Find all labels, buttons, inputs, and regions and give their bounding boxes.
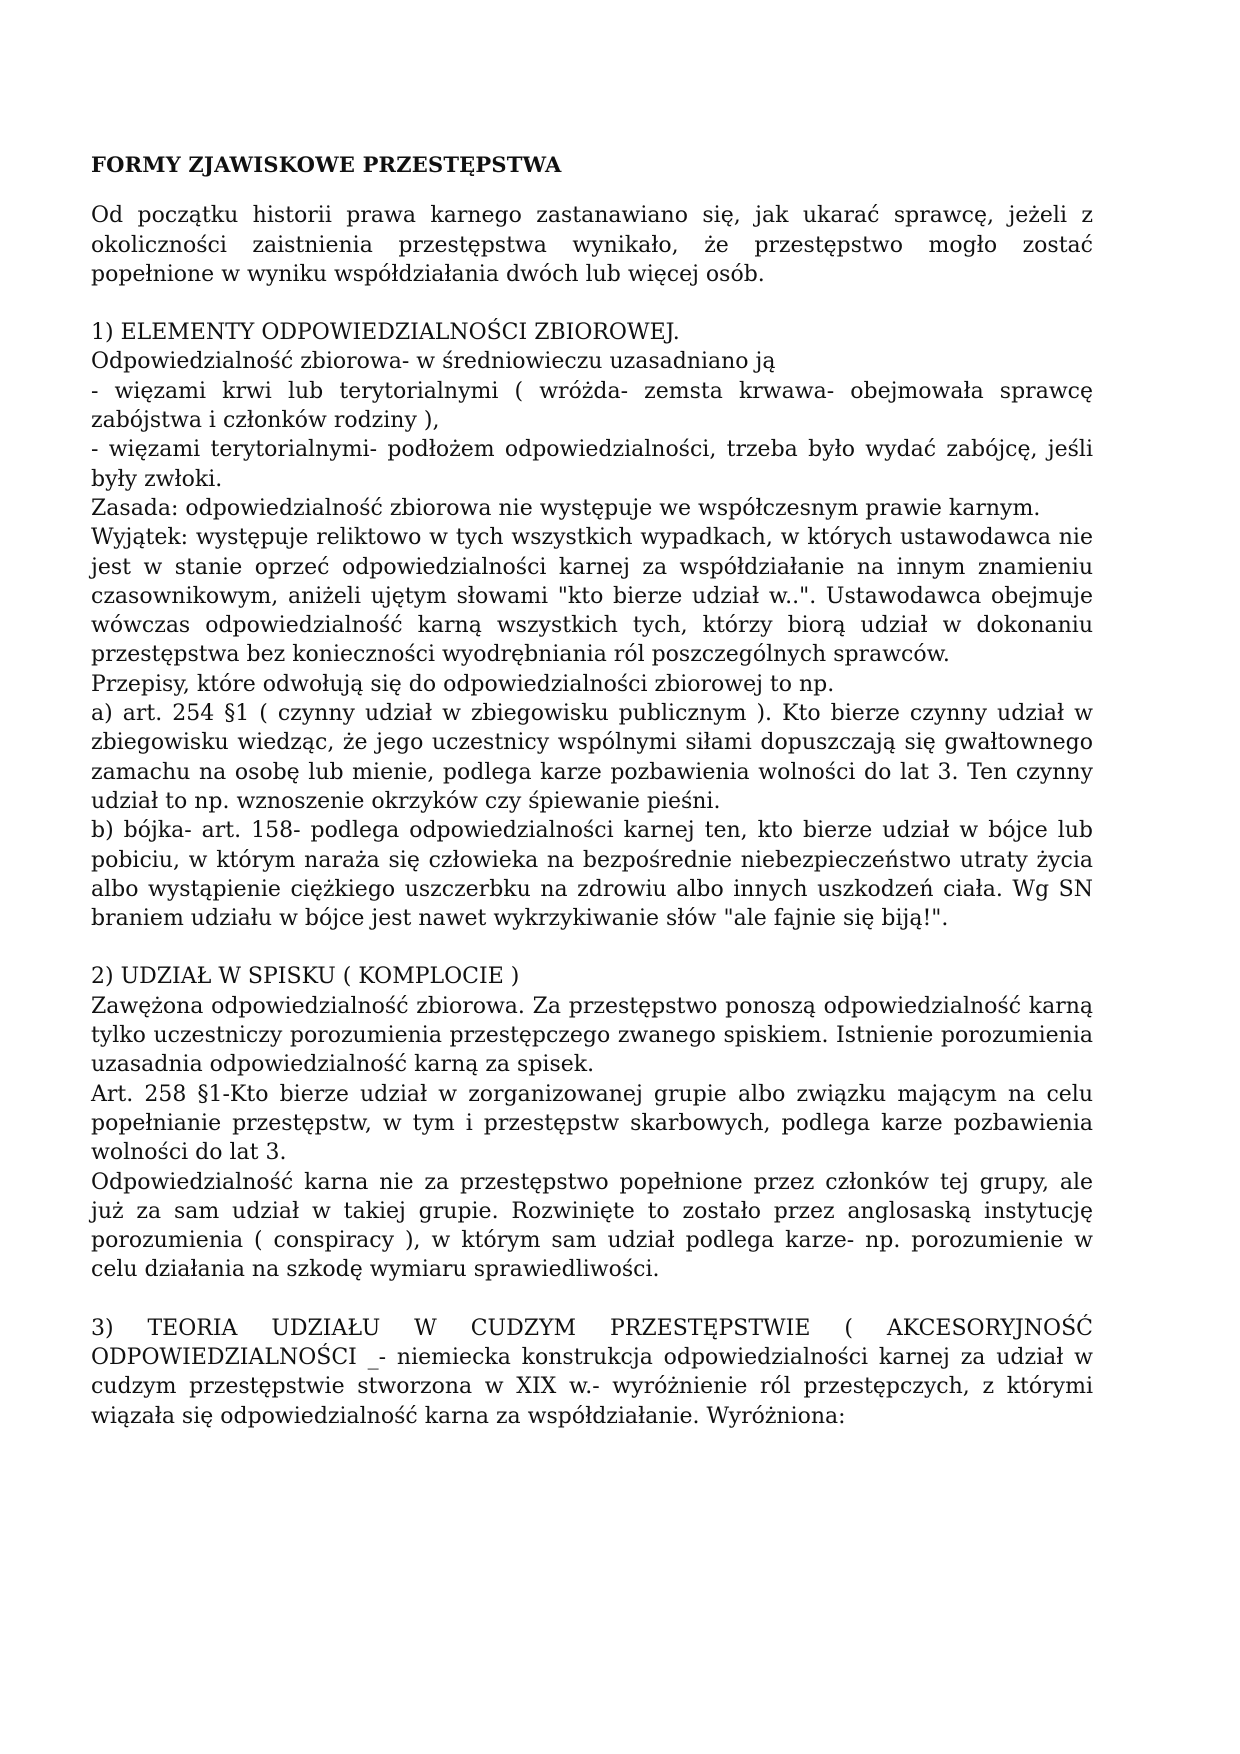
section-1-paragraph-5: Wyjątek: występuje reliktowo w tych wszystkich wypadkach, w których ustawodawca nie jest w stanie oprzeć odpowiedzialności karnej za współdziałanie na innym znamieniu czasownikowym, aniżeli ujętym słowami "kto bierze udział w..". Ustawodawca obejmuje wówczas odpowiedzialność karną wszystkich tych, którzy biorą udział w dokonaniu przestępstwa bez konieczności wyodrębniania ról poszczególnych sprawców. (91, 525, 1093, 668)
section-2-paragraph-1: Zawężona odpowiedzialność zbiorowa. Za przestępstwo ponoszą odpowiedzialność karną tylko uczestniczy porozumienia przestępczego zwanego spiskiem. Istnienie porozumienia uzasadnia odpowiedzialność karną za spisek. (91, 993, 1093, 1078)
section-3-paragraph-1: 3) TEORIA UDZIAŁU W CUDZYM PRZESTĘPSTWIE ( AKCESORYJNOŚĆ ODPOWIEDZIALNOŚCI _- niemiecka konstrukcja odpowiedzialności karnej za udział w cudzym przestępstwie stworzona w XIX w.- wyróżnienie ról przestępczych, z którymi wiązała się odpowiedzialność karna za współdziałanie. Wyróżniona: (91, 1315, 1093, 1429)
document-body (91, 150, 1093, 1431)
section-1-paragraph-6: Przepisy, które odwołują się do odpowiedzialności zbiorowej to np. (91, 671, 835, 697)
section-1-paragraph-4: Zasada: odpowiedzialność zbiorowa nie występuje we współczesnym prawie karnym. (91, 495, 1041, 521)
section-1-paragraph-2: - więzami krwi lub terytorialnymi ( wróżda- zemsta krwawa- obejmowała sprawcę zabójstwa i członków rodziny ), (91, 378, 1093, 434)
section-1-heading: 1) ELEMENTY ODPOWIEDZIALNOŚCI ZBIOROWEJ. (91, 320, 680, 346)
intro-paragraph: Od początku historii prawa karnego zastanawiano się, jak ukarać sprawcę, jeżeli z okoliczności zaistnienia przestępstwa wynikało, że przestępstwo mogło zostać popełnione w wyniku współdziałania dwóch lub więcej osób. (91, 203, 1093, 287)
section-1-paragraph-1: Odpowiedzialność zbiorowa- w średniowieczu uzasadniano ją (91, 349, 776, 375)
section-1-paragraph-7: a) art. 254 §1 ( czynny udział w zbiegowisku publicznym ). Kto bierze czynny udział w zbiegowisku wiedząc, że jego uczestnicy wspólnymi siłami dopuszczają się gwałtownego zamachu na osobę lub mienie, podlega karze pozbawienia wolności do lat 3. Ten czynny udział to np. wznoszenie okrzyków czy śpiewanie pieśni. (91, 701, 1093, 814)
document-title: FORMY ZJAWISKOWE PRZESTĘPSTWA (91, 152, 562, 177)
section-2-paragraph-2: Art. 258 §1-Kto bierze udział w zorganizowanej grupie albo związku mającym na celu popełnianie przestępstw, w tym i przestępstw skarbowych, podlega karze pozbawienia wolności do lat 3. (91, 1081, 1093, 1166)
section-1-paragraph-8: b) bójka- art. 158- podlega odpowiedzialności karnej ten, kto bierze udział w bójce lub pobiciu, w którym naraża się człowieka na bezpośrednie niebezpieczeństwo utraty życia albo wystąpienie ciężkiego uszczerbku na zdrowiu albo innych uszkodzeń ciała. Wg SN braniem udziału w bójce jest nawet wykrzykiwanie słów "ale fajnie się biją!". (91, 818, 1093, 932)
section-1-paragraph-3: - więzami terytorialnymi- podłożem odpowiedzialności, trzeba było wydać zabójcę, jeśli były zwłoki. (91, 437, 1093, 492)
section-2-heading: 2) UDZIAŁ W SPISKU ( KOMPLOCIE ) (91, 964, 520, 990)
section-2-paragraph-3: Odpowiedzialność karna nie za przestępstwo popełnione przez członków tej grupy, ale już za sam udział w takiej grupie. Rozwinięte to zostało przez anglosaską instytucję porozumienia ( conspiracy ), w którym sam udział podlega karze- np. porozumienie w celu działania na szkodę wymiaru sprawiedliwości. (91, 1169, 1093, 1283)
